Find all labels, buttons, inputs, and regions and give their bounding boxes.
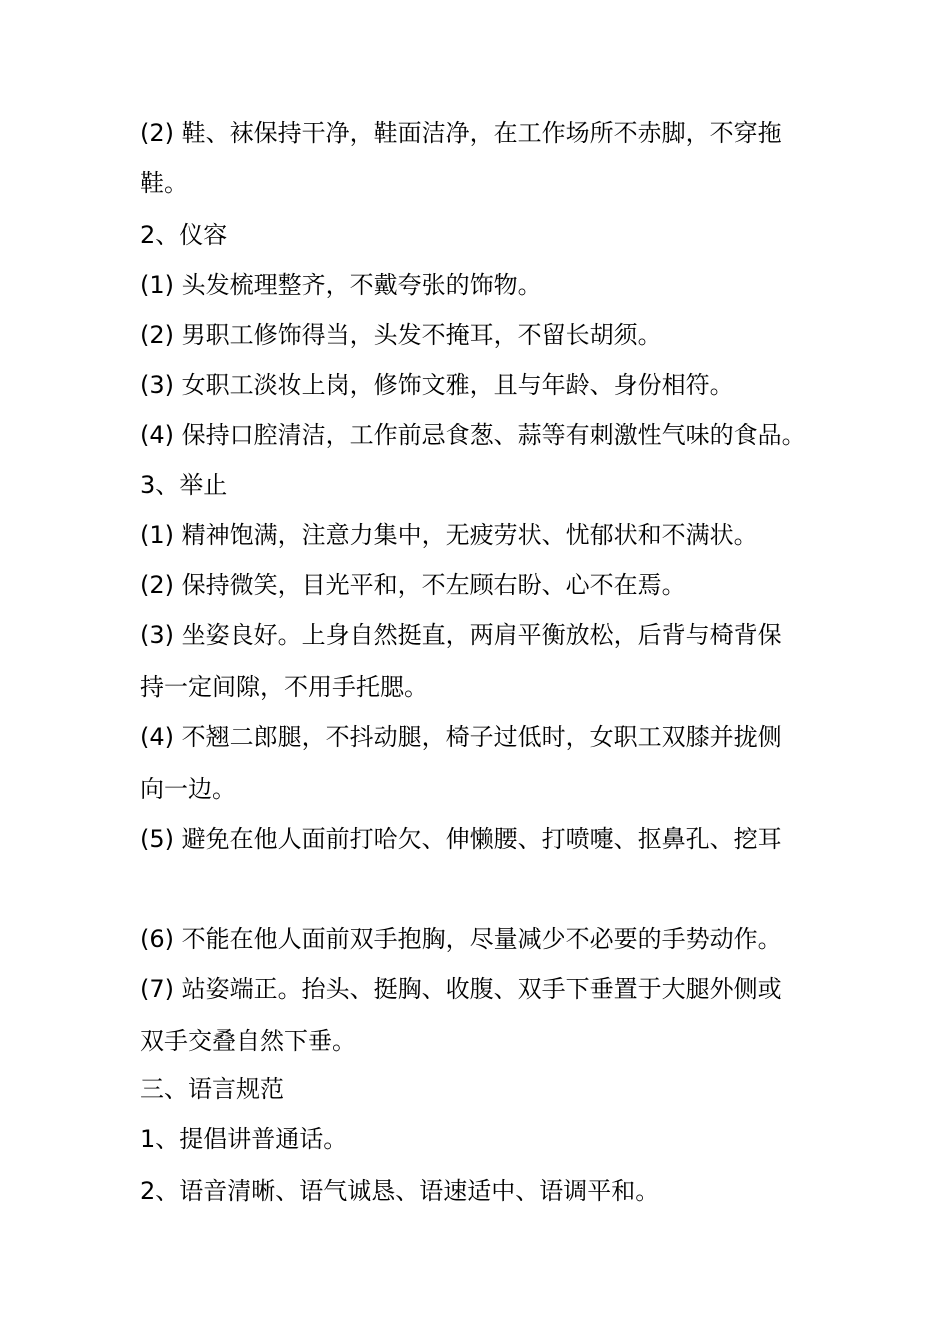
text-line: (2) 男职工修饰得当，头发不掩耳，不留长胡须。 <box>140 321 662 349</box>
text-line: (6) 不能在他人面前双手抱胸，尽量减少不必要的手势动作。 <box>140 925 782 953</box>
section-heading: 三、语言规范 <box>140 1075 284 1103</box>
text-line: (2) 鞋、袜保持干净，鞋面洁净，在工作场所不赤脚，不穿拖 <box>140 119 782 147</box>
text-line: 鞋。 <box>140 169 188 197</box>
text-line: (4) 不翘二郎腿，不抖动腿，椅子过低时，女职工双膝并拢侧 <box>140 723 782 751</box>
text-line: (3) 坐姿良好。上身自然挺直，两肩平衡放松，后背与椅背保 <box>140 621 782 649</box>
text-line: (1) 头发梳理整齐，不戴夸张的饰物。 <box>140 271 542 299</box>
text-line: 持一定间隙，不用手托腮。 <box>140 673 428 701</box>
text-line: (7) 站姿端正。抬头、挺胸、收腹、双手下垂置于大腿外侧或 <box>140 975 782 1003</box>
section-heading: 3、举止 <box>140 471 228 499</box>
text-line: 双手交叠自然下垂。 <box>140 1027 356 1055</box>
text-line: 2、语音清晰、语气诚恳、语速适中、语调平和。 <box>140 1177 660 1205</box>
text-line: (3) 女职工淡妆上岗，修饰文雅，且与年龄、身份相符。 <box>140 371 734 399</box>
text-line: (4) 保持口腔清洁，工作前忌食葱、蒜等有刺激性气味的食品。 <box>140 421 806 449</box>
text-line: (5) 避免在他人面前打哈欠、伸懒腰、打喷嚏、抠鼻孔、挖耳 <box>140 825 782 853</box>
text-line: 1、提倡讲普通话。 <box>140 1125 348 1153</box>
text-line: (2) 保持微笑，目光平和，不左顾右盼、心不在焉。 <box>140 571 686 599</box>
section-heading: 2、仪容 <box>140 221 228 249</box>
text-line: 向一边。 <box>140 775 236 803</box>
text-line: (1) 精神饱满，注意力集中，无疲劳状、忧郁状和不满状。 <box>140 521 758 549</box>
